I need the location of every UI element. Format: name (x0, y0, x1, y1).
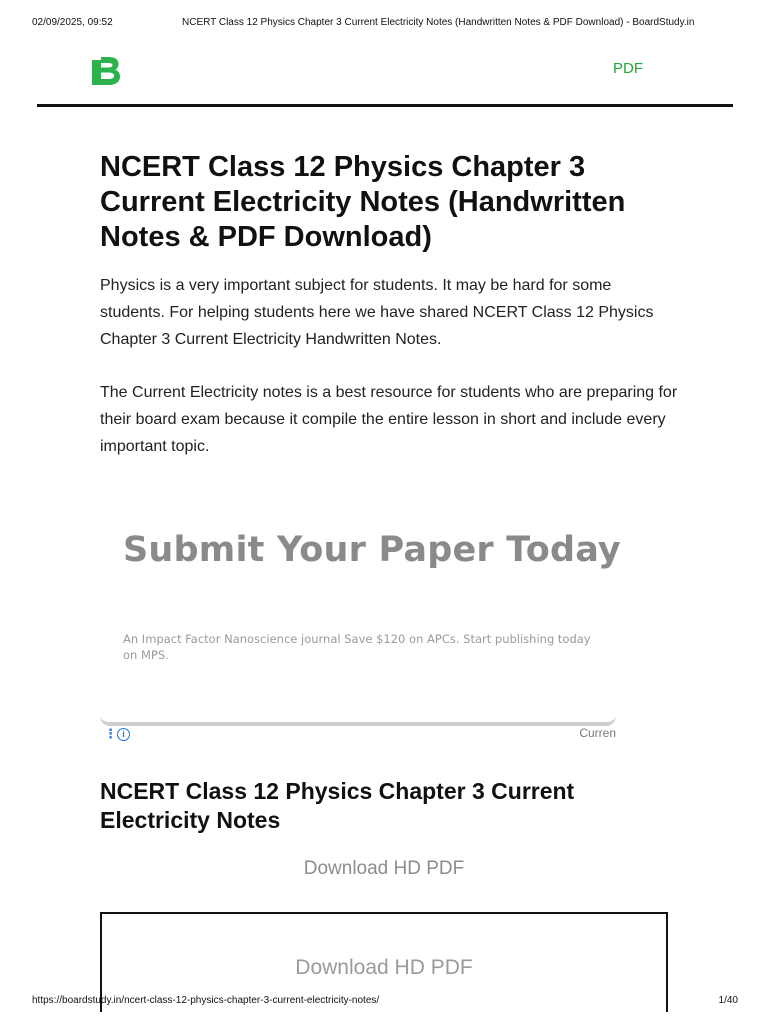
section-heading: NCERT Class 12 Physics Chapter 3 Current Electricity Notes (100, 778, 575, 833)
notes-paragraph: The Current Electricity notes is a best resource for students who are preparing for their board exam because it compile the entire lesson in short and include every important topic. (100, 384, 678, 455)
embed-download-label[interactable]: Download HD PDF (295, 956, 473, 979)
ad-footer (100, 726, 616, 744)
intro-paragraph: Physics is a very important subject for students. It may be hard for some students. For helping students here we have shared NCERT Class 12 Physics Chapter 3 Current Electricity Handwritten Notes. (100, 277, 654, 348)
info-icon[interactable]: i (117, 728, 130, 741)
more-vertical-icon[interactable]: ⋮ (104, 726, 117, 741)
page-title: NCERT Class 12 Physics Chapter 3 Current Electricity Notes (Handwritten Notes & PDF Download) (100, 151, 626, 253)
nav-pdf-link[interactable]: PDF (613, 60, 643, 77)
print-datetime: 02/09/2025, 09:52 (32, 17, 113, 28)
header-divider (37, 104, 733, 107)
download-hd-pdf-link[interactable]: Download HD PDF (303, 858, 465, 879)
ad-truncated-label[interactable]: Curren (579, 726, 616, 740)
print-url: https://boardstudy.in/ncert-class-12-physics-chapter-3-current-electricity-notes/ (32, 995, 380, 1006)
site-header (37, 54, 733, 108)
print-page-title: NCERT Class 12 Physics Chapter 3 Current Electricity Notes (Handwritten Notes & PDF Download) - BoardStudy.in (182, 17, 695, 28)
ad-headline[interactable]: Submit Your Paper Today (123, 530, 621, 570)
ad-card[interactable] (100, 506, 621, 726)
advertisement[interactable] (100, 506, 621, 746)
page-number: 1/40 (718, 995, 738, 1006)
boardstudy-logo-icon[interactable] (92, 54, 122, 86)
ad-body-text[interactable]: An Impact Factor Nanoscience journal Save $120 on APCs. Start publishing today on MPS. (123, 632, 591, 662)
